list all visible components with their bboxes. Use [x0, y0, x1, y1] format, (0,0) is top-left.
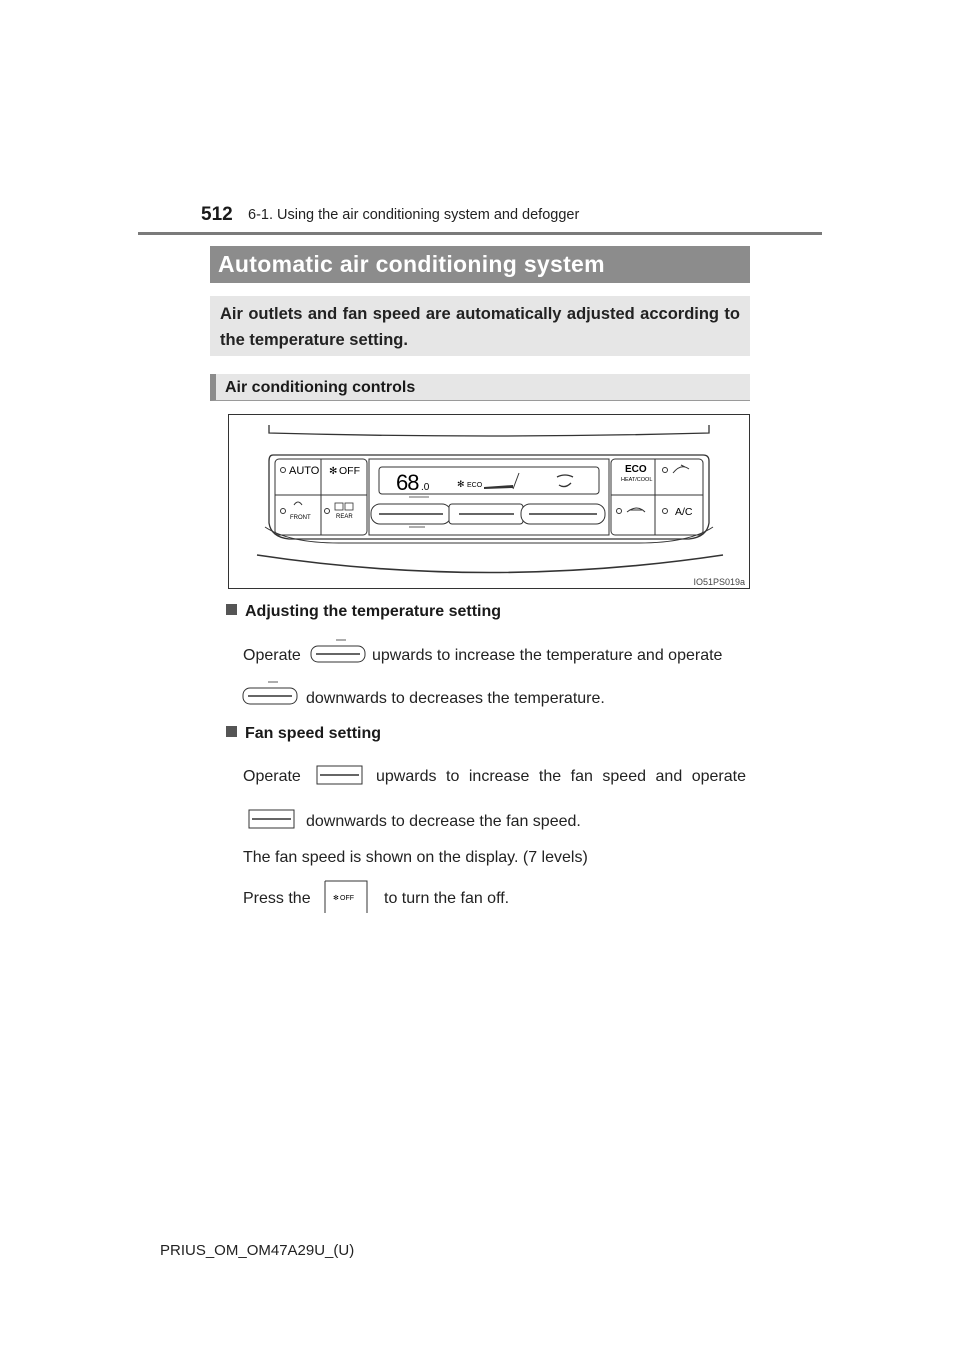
eco-button-label: ECO	[625, 464, 647, 475]
figure-code: IO51PS019a	[693, 577, 745, 587]
fan-line4-rest: to turn the fan off.	[384, 890, 510, 907]
bullet-square	[226, 604, 237, 615]
fan-dial-icon	[316, 764, 364, 786]
temp-heading: Adjusting the temperature setting	[245, 603, 502, 620]
fan-speed-bar	[484, 485, 513, 489]
display-eco-label: ECO	[467, 482, 483, 489]
rear-button-label: REAR	[336, 514, 353, 520]
fan-line3: The fan speed is shown on the display. (7 levels)	[243, 849, 588, 866]
intro-text: Air outlets and fan speed are automatically adjusted according to the temperature setting.	[210, 296, 750, 356]
mirror-heater-icon	[345, 503, 353, 510]
fan-off-icon-label: OFF	[340, 895, 354, 902]
fan-line2: downwards to decrease the fan speed.	[306, 813, 581, 830]
recirculation-icon	[627, 508, 645, 512]
display-temperature: 68	[396, 470, 419, 495]
fan-off-button-icon	[324, 880, 368, 914]
temp-line1-rest: upwards to increase the temperature and operate	[372, 647, 723, 664]
fan-dial-icon-down	[248, 808, 296, 830]
section-title: 6-1. Using the air conditioning system and defogger	[248, 207, 580, 223]
page-title: Automatic air conditioning system	[210, 246, 750, 283]
footer-code: PRIUS_OM_OM47A29U_(U)	[160, 1242, 355, 1259]
display-fan-icon: ✻	[457, 479, 465, 489]
fan-off-button-label: OFF	[339, 465, 360, 477]
subsection-heading: Air conditioning controls	[210, 374, 750, 401]
temperature-dial-icon-down	[242, 680, 300, 708]
fan-heading: Fan speed setting	[245, 725, 382, 742]
airflow-mode-icon	[557, 475, 573, 487]
s-flow-icon	[673, 465, 689, 473]
ac-button-label: A/C	[675, 506, 693, 518]
fan-icon: ✻	[329, 466, 338, 477]
rear-defogger-icon	[335, 503, 343, 510]
fan-line4-press: Press the	[243, 890, 311, 907]
bullet-square	[226, 726, 237, 737]
eco-button-sublabel: HEAT/COOL	[621, 477, 653, 483]
control-panel-illustration	[229, 415, 749, 588]
fan-line1-operate: Operate	[243, 768, 301, 785]
temp-heading-row	[226, 603, 501, 621]
fan-icon: ✻	[333, 895, 339, 902]
control-panel-figure	[228, 414, 750, 589]
header-rule	[138, 232, 822, 235]
page-number: 512	[201, 204, 233, 225]
temperature-dial-icon	[310, 638, 366, 666]
temp-line2: downwards to decreases the temperature.	[306, 690, 605, 707]
display-temperature-decimal: .0	[421, 482, 430, 493]
front-defogger-icon	[294, 502, 302, 505]
auto-button-label: AUTO	[289, 465, 320, 477]
front-button-label: FRONT	[290, 515, 311, 521]
fan-line1-rest: upwards to increase the fan speed and operate	[376, 768, 746, 785]
temp-line1-operate: Operate	[243, 647, 301, 664]
fan-heading-row	[226, 725, 381, 743]
